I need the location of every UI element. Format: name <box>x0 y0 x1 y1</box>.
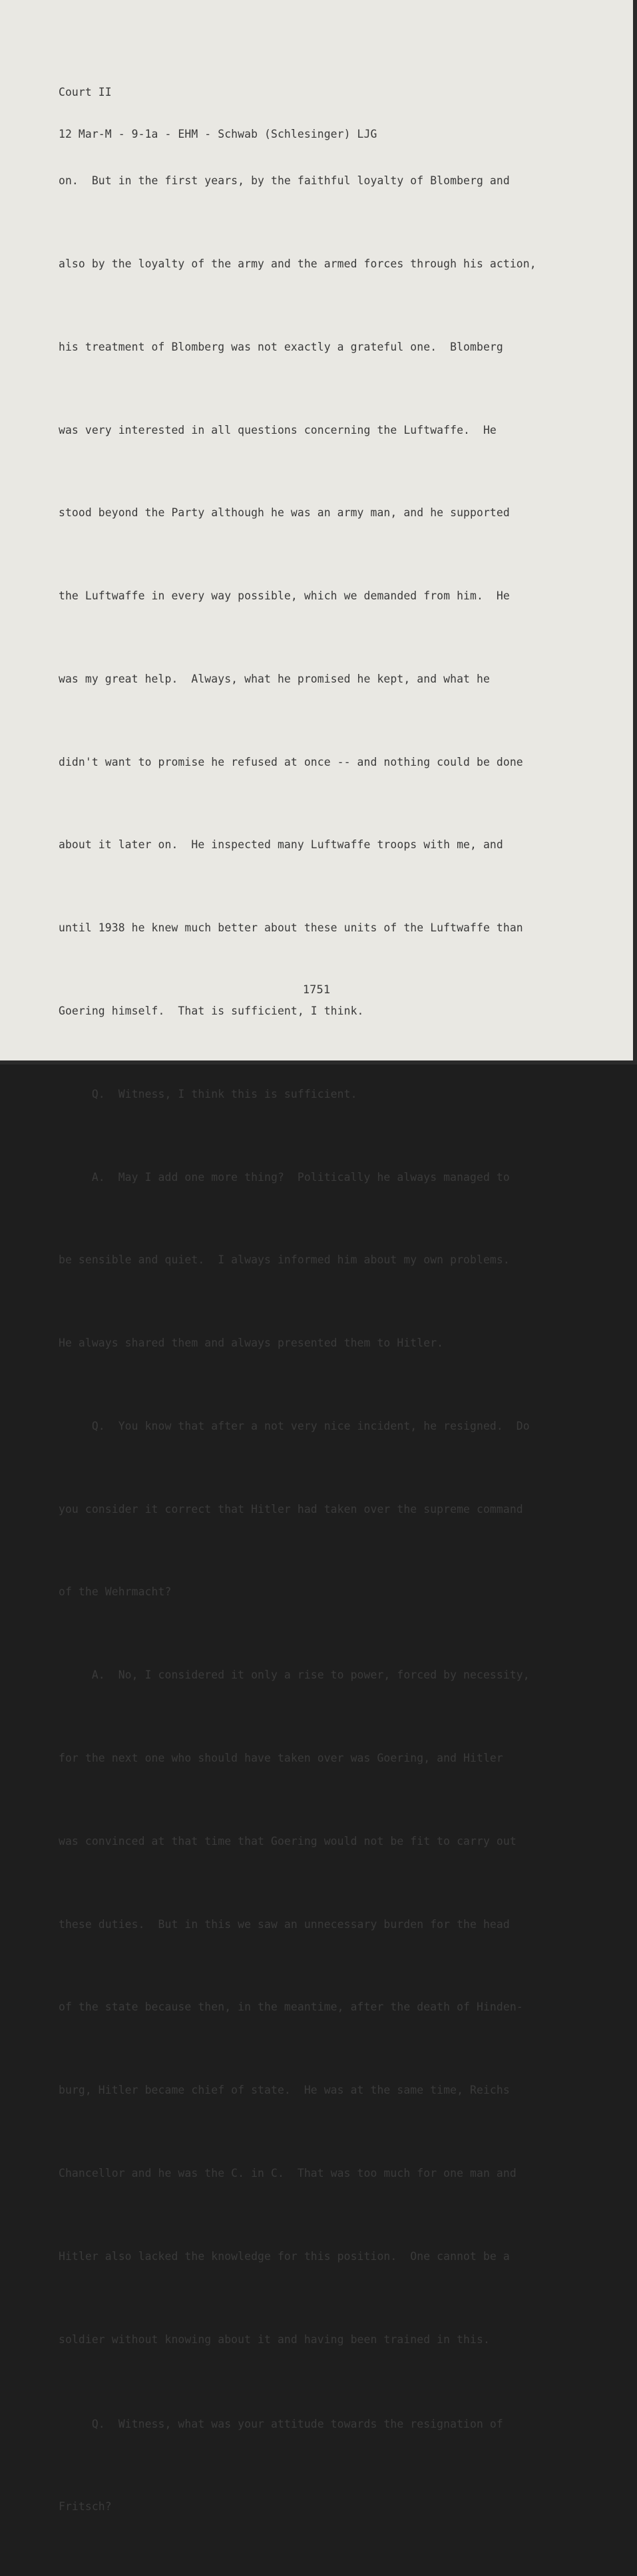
transcript-line: of the state because then, in the meantime, after the death of Hinden- <box>59 2001 523 2014</box>
transcript-line: soldier without knowing about it and having been trained in this. <box>59 2333 490 2346</box>
transcript-line: burg, Hitler became chief of state. He was at the same time, Reichs <box>59 2084 510 2097</box>
transcript-line: until 1938 he knew much better about these units of the Luftwaffe than <box>59 921 523 935</box>
transcript-line: He always shared them and always presented them to Hitler. <box>59 1337 444 1350</box>
page-number: 1751 <box>302 983 331 997</box>
transcript-line: you consider it correct that Hitler had taken over the supreme command <box>59 1502 523 1516</box>
transcript-line: the Luftwaffe in every way possible, which we demanded from him. He <box>59 589 510 603</box>
transcript-line: Q. Witness, what was your attitude towards the resignation of <box>59 2417 503 2430</box>
transcript-line: these duties. But in this we saw an unnecessary burden for the head <box>59 1917 510 1931</box>
transcript-line: about it later on. He inspected many Luftwaffe troops with me, and <box>59 838 503 852</box>
transcript-line: of the Wehrmacht? <box>59 1585 172 1599</box>
transcript-line: was convinced at that time that Goering would not be fit to carry out <box>59 1834 517 1848</box>
transcript-line: was my great help. Always, what he promised he kept, and what he <box>59 672 490 685</box>
court-label: Court II <box>59 86 112 98</box>
transcript-line: be sensible and quiet. I always informed him about my own problems. <box>59 1253 510 1267</box>
transcript-line: Q. You know that after a not very nice incident, he resigned. Do <box>59 1419 530 1432</box>
transcript-line: Goering himself. That is sufficient, I think. <box>59 1005 364 1017</box>
transcript-line: was very interested in all questions concerning the Luftwaffe. He <box>59 423 497 436</box>
transcript-line: A. May I add one more thing? Politically he always managed to <box>59 1170 510 1184</box>
session-line: 12 Mar-M - 9-1a - EHM - Schwab (Schlesinger) LJG <box>59 128 377 140</box>
transcript-line: Hitler also lacked the knowledge for this position. One cannot be a <box>59 2249 510 2263</box>
transcript-line: Q. Witness, I think this is sufficient. <box>59 1087 357 1100</box>
transcript-body <box>59 112 536 2576</box>
transcript-line: on. But in the first years, by the faithful loyalty of Blomberg and <box>59 174 510 188</box>
transcript-line: Chancellor and he was the C. in C. That was too much for one man and <box>59 2166 517 2179</box>
transcript-line: for the next one who should have taken over was Goering, and Hitler <box>59 1752 503 1765</box>
transcript-line: A. No, I considered it only a rise to power, forced by necessity, <box>59 1669 530 1682</box>
transcript-line: his treatment of Blomberg was not exactly a grateful one. Blomberg <box>59 340 503 353</box>
transcript-line: also by the loyalty of the army and the armed forces through his action, <box>59 257 536 270</box>
transcript-line: Fritsch? <box>59 2500 112 2513</box>
transcript-line: stood beyond the Party although he was an army man, and he supported <box>59 506 510 520</box>
transcript-line: didn't want to promise he refused at once -- and nothing could be done <box>59 755 523 768</box>
